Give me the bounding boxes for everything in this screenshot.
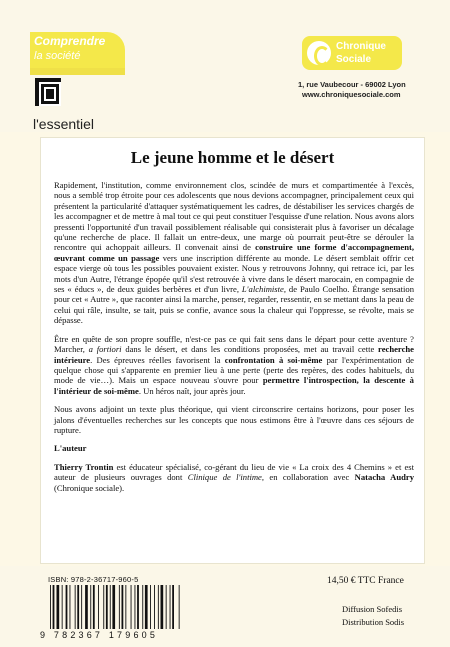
blurb-paragraph-1 [54,180,414,326]
blurb-text [54,180,414,501]
barcode-bar [142,585,143,629]
barcode-bar [75,585,76,629]
barcode-bar [70,585,71,629]
italic-text: a fortiori [88,344,122,355]
barcode-bar [85,585,88,629]
distribution-line-2: Distribution Sodis [342,617,405,627]
series-name: l'essentiel [33,116,95,132]
text-run: (Chronique sociale). [54,482,125,493]
barcode-bar [135,585,136,629]
emphasis-text: Thierry Trontin [54,461,114,472]
emphasis-text: permettre l'introspection, la descente à l'intérieur de soi-même [54,375,414,396]
barcode-bar [150,585,151,629]
barcode-bar [57,585,60,629]
emphasis-text: Natacha Audry [354,472,414,483]
barcode-bar [122,585,124,629]
barcode-bar [179,585,180,629]
text-run: . Un héros naît, jour après jour. [138,385,246,396]
emphasis-text: confrontation à soi-même [224,354,323,365]
barcode-bar [98,585,99,629]
text-run: dans le désert, et dans les conditions proposées, met au travail cette [121,344,379,355]
collection-stripe [30,68,125,75]
barcode-bar [77,585,79,629]
publisher-address: 1, rue Vaubecour - 69002 Lyon [298,80,406,89]
collection-line-2: la société [34,50,81,62]
barcode-bar [50,585,51,629]
text-run: par l'expérimentation de quelque chose qui s'apparente en premier lieu à une perte (perte des repères, des codes habituels, du mode de vie…). Mais un espace nouveau s'ouvre pour [54,354,414,386]
text-run: , de Paulo Coelho. Étrange sensation pour cet « Autre », que raconter ainsi la marche, penser, regarder, ressentir, en se mettant dans la peau de celui qui râle, insulte, se tait, puis se confie, avance sous la chaleur qui l'oppresse, se révolte, mais se dépasse. [54,284,415,326]
barcode-bar [90,585,91,629]
author-heading: L'auteur [54,443,87,454]
emphasis-text: recherche intérieure [54,344,414,365]
author-paragraph [54,462,414,493]
text-run: Être en quête de son propre souffle, n'est-ce pas ce qui fait sens dans le départ pour cette aventure ? Marcher, [54,333,414,355]
text-run: Nous avons adjoint un texte plus théorique, qui vient circonscrire certains horizons, pour poser les jalons d'éventuelles recherches sur les concepts que nous estimons être à l'œuvre dans ces séjours de rupture. [54,404,414,435]
barcode-bar [93,585,95,629]
barcode-bar [62,585,63,629]
barcode-bar [110,585,111,629]
barcode-bar [172,585,174,629]
text-run: . Des épreuves réelles favorisent la [90,354,225,365]
blurb-paragraph-3 [54,404,414,435]
publisher-name-line-1: Chronique [336,41,386,52]
barcode-bar [53,585,55,629]
barcode-bar [154,585,155,629]
book-title: Le jeune homme et le désert [130,148,335,167]
barcode-bar [161,585,164,629]
text-run: , en collaboration avec [261,472,355,483]
barcode-bar [166,585,167,629]
italic-text: L'alchimiste [241,284,284,295]
text-run: est éducateur spécialisé, co-gérant du lieu de vie « La croix des 4 Chemins » et est auteur de plusieurs ouvrages dont [54,461,414,483]
barcode-bar [125,585,126,629]
ean-number: 9 782367 179605 [40,630,159,640]
barcode-bar [170,585,171,629]
text-run: vers une inscription différente au monde. Le désert semblait offrir cet espace vierge où tous les possibles pouvaient exister. Nous y retrouvons Johnny, qui retrace ici, par les mots d'un Autre, l'étrange épopée qu'il s'est retrouvée à vivre dans le désert marocain, en compagnie de ses « éducs », de deux guides berbères et d'un livre, [54,252,414,295]
barcode-bar [137,585,139,629]
price-label: 14,50 € TTC France [327,576,404,586]
emphasis-text: construire une forme d'accompagnement, œuvrant comme un passage [54,242,415,263]
barcode-bar [145,585,148,629]
barcode-bar [158,585,159,629]
italic-text: Clinique de l'intime [187,472,262,483]
barcode-bar [66,585,68,629]
publisher-name-line-2: Sociale [336,54,372,65]
nested-squares-icon [35,78,61,106]
publisher-logo [302,36,402,70]
chronique-sociale-logo-icon [307,41,331,65]
publisher-website: www.chroniquesociale.com [302,90,401,99]
text-run: Rapidement, l'institution, comme environnement clos, scindée de murs et compartimentée à l'excès, nous a semblé trop étroite pour ces adolescents que nous devions accompagner, principalement ceux qui présentent la particularité d'attaquer systématiquement les cadres, de déstabiliser les services chargés de les accompagner et de mettre à mal tout ce qui peut constituer l'esquisse d'une relation. Nous avons alors pressenti l'opportunité d'un travail possiblement réalisable qui consisterait plus à favoriser un décalage qu'une recherche de place. Il fallait un entre-deux, une marge où pourrait peut-être se dérouler la rencontre qui achoppait ailleurs. Il convenait ainsi de [54,180,414,253]
barcode-bar [103,585,104,629]
barcode-bar [131,585,132,629]
barcode-bar [81,585,82,629]
barcode-bar [106,585,108,629]
barcode-icon [48,585,218,629]
collection-line-1: Comprendre [34,34,106,48]
isbn-label: ISBN: 978-2-36717-960-5 [48,575,139,584]
barcode-bar [112,585,115,629]
blurb-paragraph-2 [54,334,414,396]
barcode-bar [119,585,120,629]
distribution-line-1: Diffusion Sofedis [342,604,403,614]
collection-label [30,32,125,68]
